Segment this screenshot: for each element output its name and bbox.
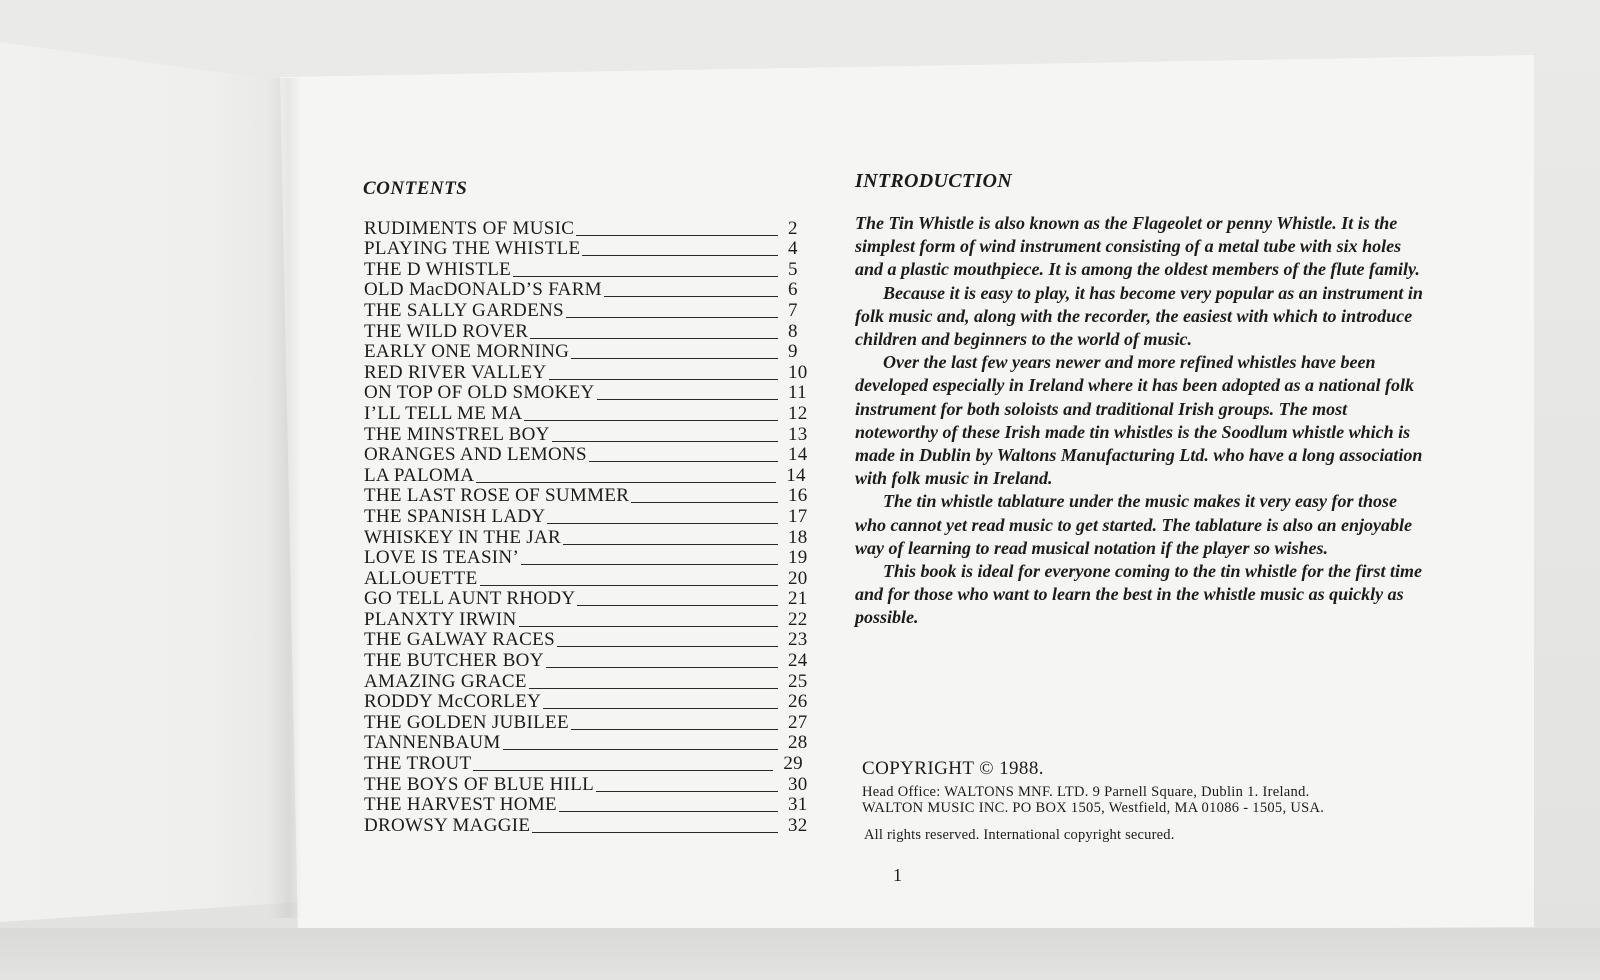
leader-line [476,482,776,483]
leader-line [557,646,778,647]
leader-line [566,317,778,318]
contents-item-title: LOVE IS TEASIN’ [364,547,520,569]
contents-list [364,218,816,836]
contents-item-page: 32 [788,814,808,836]
leader-line [519,626,778,627]
leader-line [546,667,778,668]
contents-item-title: THE BUTCHER BOY [364,650,544,672]
contents-item [364,342,816,363]
contents-item-title: THE MINSTREL BOY [364,423,550,445]
contents-item-page: 14 [788,444,808,466]
leader-line [596,791,778,792]
spine-shadow [268,78,302,918]
contents-item [364,465,816,486]
contents-item-page: 2 [788,217,798,239]
contents-item-title: LA PALOMA [364,464,475,486]
contents-item-page: 13 [788,423,808,445]
contents-item-page: 22 [788,608,808,630]
contents-item [364,589,816,610]
contents-item-page: 6 [788,279,798,301]
contents-item-page: 19 [788,547,808,569]
contents-item [364,424,816,445]
contents-item [364,383,816,404]
leader-line [604,296,778,297]
contents-item [364,321,816,342]
contents-item-title: OLD MacDONALD’S FARM [364,279,602,301]
contents-item-page: 10 [788,361,808,383]
contents-item [364,692,816,713]
leader-line [503,749,778,750]
contents-item [364,795,816,816]
contents-item-page: 17 [788,505,808,527]
contents-item [364,362,816,383]
contents-item-page: 29 [783,753,803,775]
address-block [862,784,1324,816]
leader-line [480,585,779,586]
contents-title: CONTENTS [363,178,468,199]
leader-line [473,770,773,771]
contents-item-page: 26 [788,691,808,713]
rights-notice: All rights reserved. International copyright secured. [864,827,1175,843]
copyright-heading: COPYRIGHT © 1988. [862,758,1044,779]
leader-line [582,255,778,256]
contents-item [364,218,816,239]
contents-item-page: 30 [788,773,808,795]
page-number: 1 [893,865,902,885]
contents-item-page: 8 [788,320,798,342]
contents-item [364,774,816,795]
head-office-address: Head Office: WALTONS MNF. LTD. 9 Parnell Square, Dublin 1. Ireland. [862,784,1310,800]
leader-line [597,399,778,400]
contents-item-title: THE HARVEST HOME [364,794,557,816]
contents-item [364,650,816,671]
leader-line [547,523,778,524]
contents-item-title: THE LAST ROSE OF SUMMER [364,485,630,507]
contents-item-page: 24 [788,650,808,672]
contents-item-page: 20 [788,567,808,589]
contents-item-title: DROWSY MAGGIE [364,814,531,836]
leader-line [571,358,778,359]
contents-item-page: 12 [788,402,808,424]
contents-item-page: 27 [788,711,808,733]
contents-item-page: 23 [788,629,808,651]
contents-item-page: 5 [788,258,798,280]
leader-line [524,420,778,421]
leader-line [552,441,778,442]
contents-item-page: 4 [788,238,798,260]
leader-line [559,811,778,812]
contents-item-title: GO TELL AUNT RHODY [364,588,576,610]
left-page [0,42,300,922]
contents-item-page: 7 [788,299,798,321]
contents-item [364,280,816,301]
contents-item-page: 21 [788,588,808,610]
contents-item-page: 16 [788,485,808,507]
contents-item-page: 31 [788,794,808,816]
leader-line [577,605,778,606]
introduction-title: INTRODUCTION [855,170,1012,192]
intro-paragraph: Because it is easy to play, it has become very popular as an instrument in folk music and, along with the recorder, the easiest with which to introduce children and beginners to the world of music. [855,282,1423,350]
contents-item [364,630,816,651]
contents-item [364,609,816,630]
contents-item-title: RED RIVER VALLEY [364,361,547,383]
leader-line [571,729,778,730]
contents-item-title: THE D WHISTLE [364,258,512,280]
contents-item-title: ALLOUETTE [364,567,478,589]
contents-item-title: THE WILD ROVER [364,320,529,342]
contents-item-page: 18 [788,526,808,548]
contents-item [364,548,816,569]
contents-item-title: RODDY McCORLEY [364,691,542,713]
contents-item-title: THE SALLY GARDENS [364,299,564,321]
intro-paragraph: The Tin Whistle is also known as the Flageolet or penny Whistle. It is the simplest form of wind instrument consisting of a metal tube with six holes and a plastic mouthpiece. It is among the oldest members of the flute family. [855,213,1420,280]
intro-paragraph: The tin whistle tablature under the music makes it very easy for those who cannot yet read music to get started. The tablature is also an enjoyable way of learning to read musical notation if the player so wishes. [855,491,1413,558]
leader-line [521,564,778,565]
contents-item [364,527,816,548]
leader-line [543,708,778,709]
leader-line [631,502,778,503]
leader-line [563,544,778,545]
contents-item-title: THE GALWAY RACES [364,629,555,651]
leader-line [532,832,778,833]
contents-item-title: PLANXTY IRWIN [364,608,517,630]
contents-item [364,445,816,466]
contents-item-title: ON TOP OF OLD SMOKEY [364,382,595,404]
leader-line [549,379,779,380]
intro-paragraph: This book is ideal for everyone coming to the tin whistle for the first time and for those who want to learn the best in the whistle music as quickly as possible. [855,561,1422,628]
contents-item-title: AMAZING GRACE [364,670,527,692]
contents-item-page: 14 [786,464,806,486]
contents-item [364,300,816,321]
contents-item-title: RUDIMENTS OF MUSIC [364,217,575,239]
contents-item-page: 28 [788,732,808,754]
contents-item-title: ORANGES AND LEMONS [364,444,587,466]
contents-item [364,815,816,836]
contents-item [364,403,816,424]
contents-item-title: I’LL TELL ME MA [364,402,523,424]
leader-line [576,235,778,236]
contents-item [364,733,816,754]
leader-line [529,688,778,689]
contents-item-title: THE TROUT [364,753,472,775]
contents-item-title: PLAYING THE WHISTLE [364,238,581,260]
leader-line [530,338,778,339]
contents-item [364,568,816,589]
introduction-body [855,212,1430,630]
contents-item [364,259,816,280]
contents-item [364,239,816,260]
contents-item-page: 25 [788,670,808,692]
contents-item-title: TANNENBAUM [364,732,501,754]
contents-item-page: 11 [788,382,807,404]
intro-paragraph: Over the last few years newer and more refined whistles have been developed especially in Ireland where it has been adopted as a national folk instrument for both soloists and traditional Irish groups. The most noteworthy of these Irish made tin whistles is the Soodlum whistle which is made in Dublin by Waltons Manufacturing Ltd. who have a long association with folk music in Ireland. [855,352,1423,489]
contents-item-title: THE BOYS OF BLUE HILL [364,773,595,795]
contents-item [364,486,816,507]
contents-item-title: EARLY ONE MORNING [364,341,570,363]
contents-item-page: 9 [788,341,798,363]
leader-line [589,461,778,462]
contents-item [364,753,816,774]
us-office-address: WALTON MUSIC INC. PO BOX 1505, Westfield, MA 01086 - 1505, USA. [862,800,1325,816]
contents-item-title: WHISKEY IN THE JAR [364,526,561,548]
contents-item [364,712,816,733]
contents-item [364,506,816,527]
bottom-edge [0,928,1600,980]
leader-line [513,276,778,277]
contents-item [364,671,816,692]
contents-item-title: THE GOLDEN JUBILEE [364,711,569,733]
contents-item-title: THE SPANISH LADY [364,505,546,527]
